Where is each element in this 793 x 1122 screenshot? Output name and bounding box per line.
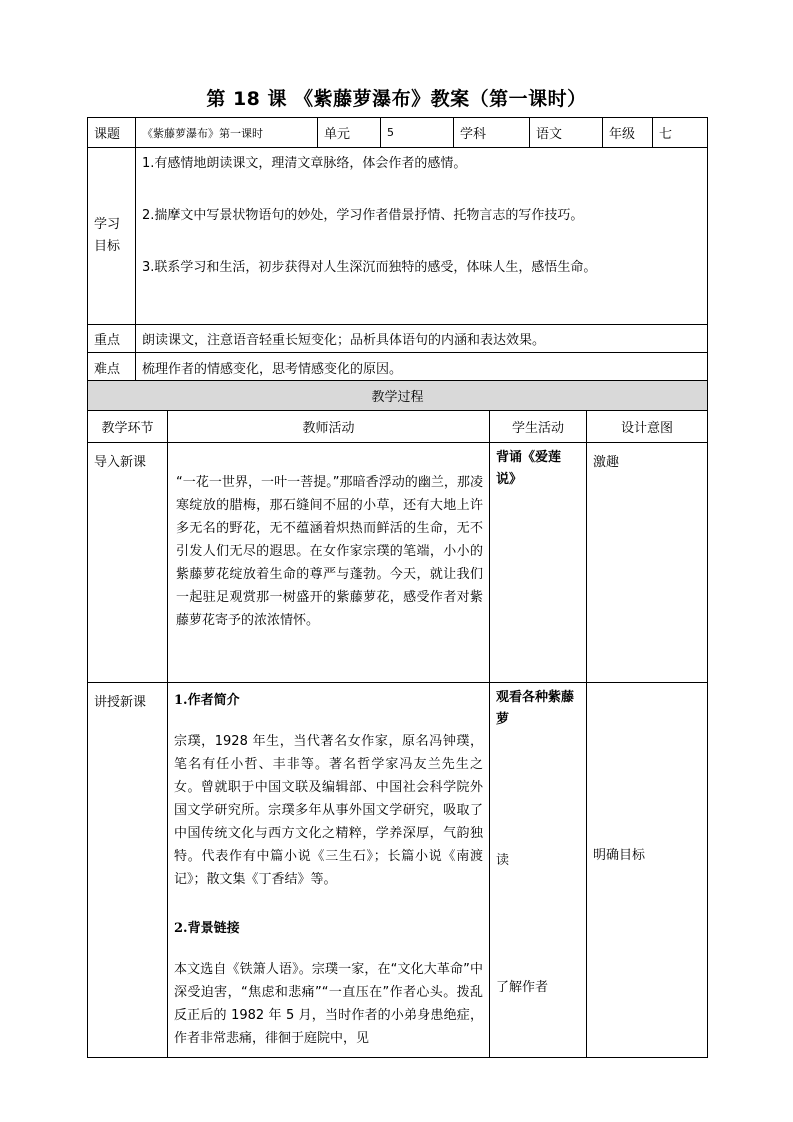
lecture-student-3: 了解作者 [496, 980, 549, 995]
intro-teacher-text: “一花一世界，一叶一菩提。”那暗香浮动的幽兰，那凌寒绽放的腊梅，那石缝间不屈的小草，还有大地上许多无名的野花，无不蕴涵着炽热而鲜活的生命，无不引发人们无尽的遐思。在女作家宗璞的笔端，小小的紫藤萝花绽放着生命的尊严与蓬勃。今天，就让我们一起驻足观赏那一树盛开的紫藤萝花，感受作者对紫藤萝花寄予的浓浓情怀。 [176, 475, 483, 628]
intro-teacher-cell [168, 443, 490, 683]
goal-item-1: 1.有感情地朗读课文，理清文章脉络，体会作者的感情。 [142, 156, 467, 171]
author-intro-text: 宗璞，1928 年生，当代著名女作家，原名冯钟璞，笔名有任小哲、丰非等。著名哲学家冯友兰先生之女。曾就职于中国文联及编辑部、中国社会科学院外国文学研究所。宗璞多年从事外国文学研究，吸取了中国传统文化与西方文化之精粹，学养深厚，气韵独特。代表作有中篇小说《三生石》；长篇小说《南渡记》；散文集《丁香结》等。 [174, 734, 483, 887]
topic-label: 课题 [88, 118, 136, 148]
teaching-process-table [87, 380, 708, 1058]
difficulty-text: 梳理作者的情感变化，思考情感变化的原因。 [136, 353, 708, 383]
unit-label: 单元 [318, 118, 381, 148]
col-header-step: 教学环节 [88, 411, 168, 443]
goals-content [136, 148, 708, 325]
goal-item-2: 2.揣摩文中写景状物语句的妙处，学习作者借景抒情、托物言志的写作技巧。 [142, 208, 584, 223]
grade-value: 七 [653, 118, 708, 148]
key-point-text: 朗读课文，注意语音轻重长短变化；品析具体语句的内涵和表达效果。 [136, 325, 708, 353]
lecture-step: 讲授新课 [88, 683, 168, 1058]
process-banner: 教学过程 [88, 381, 708, 411]
difficulty-label: 难点 [88, 353, 136, 383]
author-intro-heading: 1.作者简介 [174, 693, 240, 708]
lesson-info-table [87, 117, 708, 383]
lecture-student-1: 观看各种紫藤萝 [496, 690, 575, 727]
lecture-student-cell [490, 683, 587, 1058]
lecture-student-2: 读 [496, 853, 510, 868]
goals-label-line2: 目标 [94, 239, 121, 254]
table-row [88, 443, 708, 683]
background-heading: 2.背景链接 [174, 921, 240, 936]
lecture-design-cell [587, 683, 708, 1058]
document-title: 第 18 课 《紫藤萝瀑布》教案（第一课时） [206, 88, 587, 110]
goals-label-line1: 学习 [94, 217, 121, 232]
goals-label [88, 148, 136, 325]
lecture-design: 明确目标 [593, 848, 646, 863]
col-header-design: 设计意图 [587, 411, 708, 443]
unit-value: 5 [381, 118, 454, 148]
subject-value: 语文 [530, 118, 603, 148]
col-header-student: 学生活动 [490, 411, 587, 443]
lecture-teacher-cell [168, 683, 490, 1058]
col-header-teacher: 教师活动 [168, 411, 490, 443]
key-point-label: 重点 [88, 325, 136, 353]
table-row [88, 683, 708, 1058]
topic-value: 《紫藤萝瀑布》第一课时 [136, 118, 318, 148]
intro-step: 导入新课 [88, 443, 168, 683]
intro-student: 背诵《爱莲说》 [490, 443, 587, 683]
goal-item-3: 3.联系学习和生活，初步获得对人生深沉而独特的感受，体味人生，感悟生命。 [142, 260, 597, 275]
intro-design: 激趣 [587, 443, 708, 683]
grade-label: 年级 [603, 118, 653, 148]
background-text: 本文选自《铁箫人语》。宗璞一家，在“文化大革命”中深受迫害，“焦虑和悲痛”“一直压在”作者心头。拨乱反正后的 1982 年 5 月，当时作者的小弟身患绝症，作者非常悲痛，徘徊于庭院中，见 [174, 962, 483, 1046]
subject-label: 学科 [454, 118, 530, 148]
